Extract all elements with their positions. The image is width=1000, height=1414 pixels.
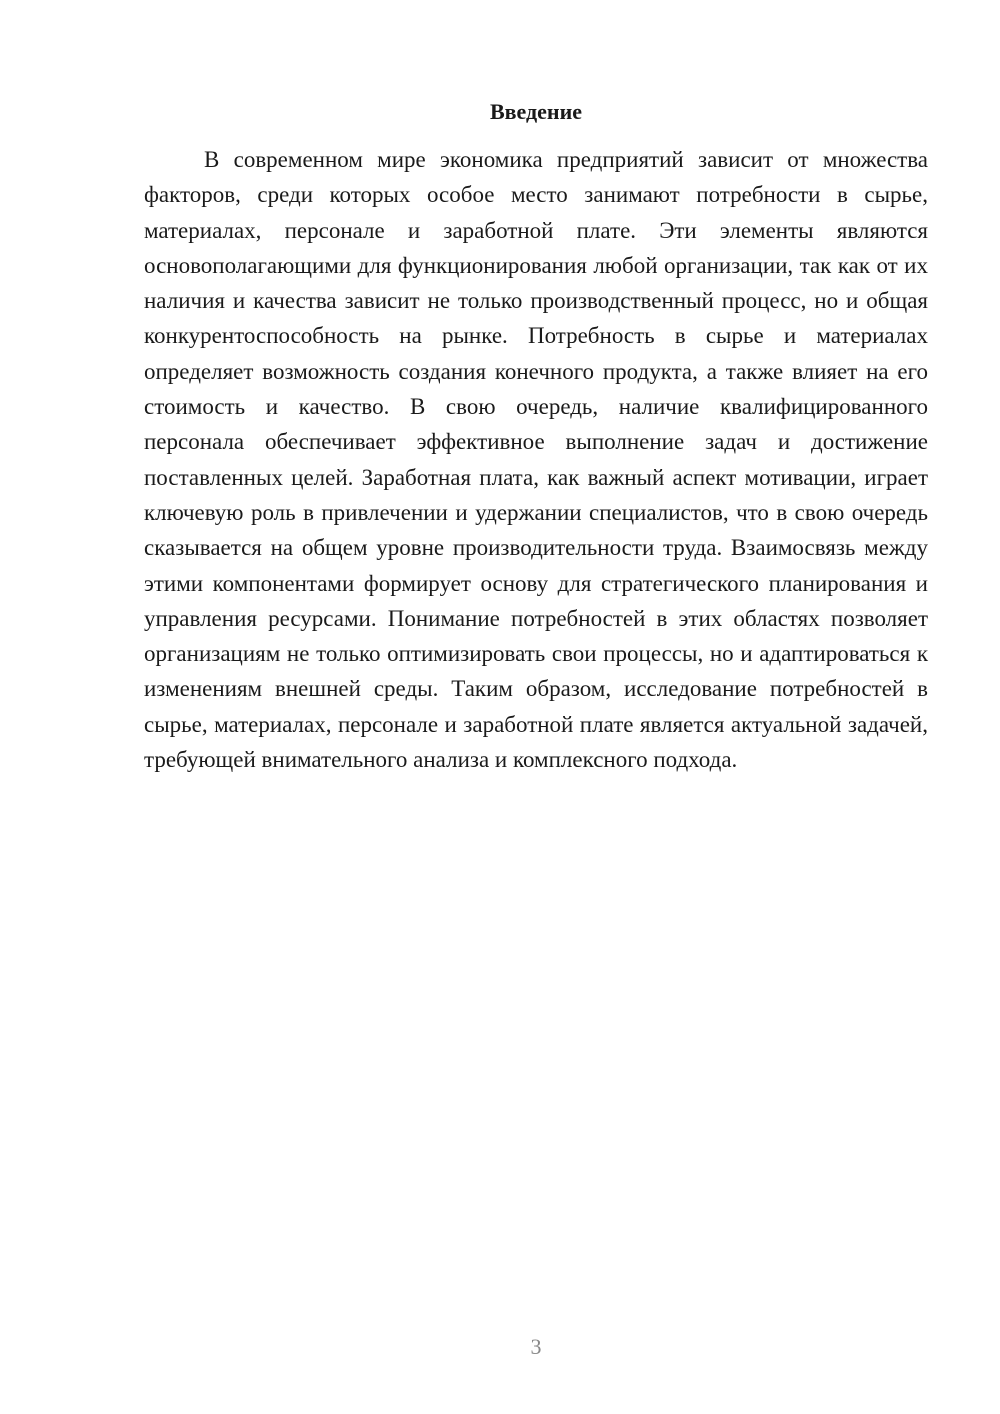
page-number: 3: [530, 1334, 542, 1359]
section-heading: Введение: [489, 99, 583, 124]
body-paragraph: В современном мире экономика предприятий зависит от множества факторов, среди которых особое место занимают потребности в сырье, материалах, персонале и заработной плате. Эти элементы являются основополагающими для функционирования любой организации, так как от их наличия и качества зависит не только производственный процесс, но и общая конкурентоспособность на рынке. Потребность в сырье и материалах определяет возможность создания конечного продукта, а также влияет на его стоимость и качество. В свою очередь, наличие квалифицированного персонала обеспечивает эффективное выполнение задач и достижение поставленных целей. Заработная плата, как важный аспект мотивации, играет ключевую роль в привлечении и удержании специалистов, что в свою очередь сказывается на общем уровне производительности труда. Взаимосвязь между этими компонентами формирует основу для стратегического планирования и управления ресурсами. Понимание потребностей в этих областях позволяет организациям не только оптимизировать свои процессы, но и адаптироваться к изменениям внешней среды. Таким образом, исследование потребностей в сырье, материалах, персонале и заработной плате является актуальной задачей, требующей внимательного анализа и комплексного подхода.: [144, 147, 928, 773]
